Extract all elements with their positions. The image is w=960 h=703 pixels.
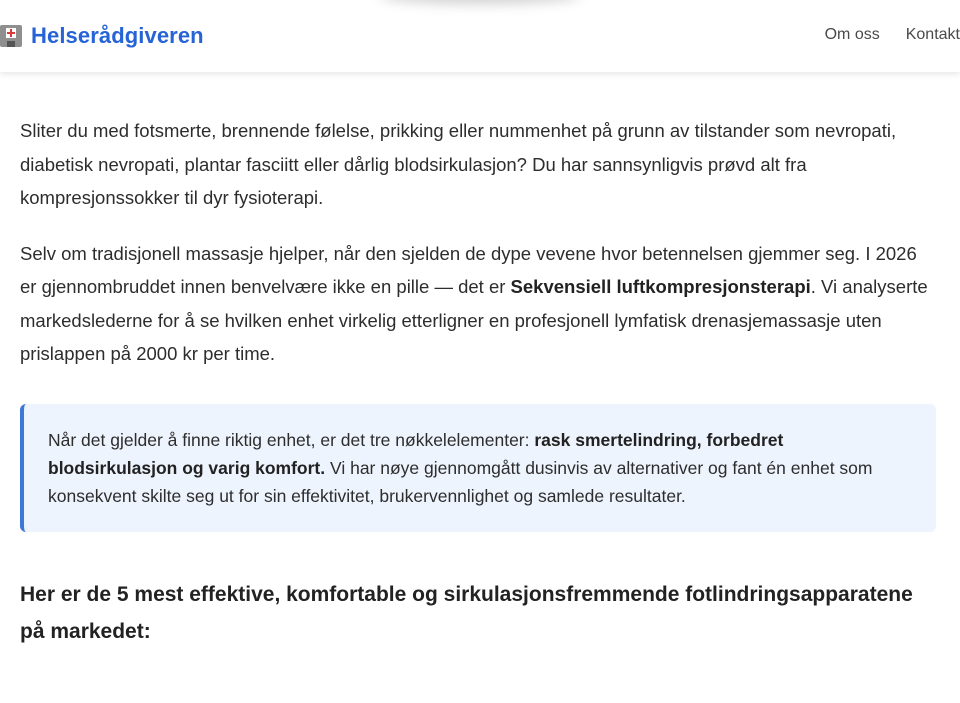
article-content (20, 114, 936, 650)
callout-highlight: rask smertelindring, forbedret blodsirkulasjon og varig komfort. (48, 429, 784, 478)
intro-p2-text: Selv om tradisjonell massasje hjelper, når den sjelden de dype vevene hvor betennelsen gjemmer seg. I 2026 er gjennombruddet innen benvelvære ikke en pille — det er (20, 242, 917, 297)
hospital-icon (0, 25, 22, 47)
info-callout (20, 404, 936, 532)
nav-link-kontakt[interactable]: Kontakt (905, 26, 960, 43)
nav-link-om-oss[interactable]: Om oss (824, 26, 880, 43)
section-heading: Her er de 5 mest effektive, komfortable og sirkulasjonsfremmende fotlindringsapparatene på markedet: (20, 582, 913, 643)
main-nav (799, 26, 960, 44)
site-header (0, 0, 960, 72)
site-logo[interactable] (0, 22, 204, 50)
intro-paragraph-2 (20, 237, 936, 371)
callout-text: Når det gjelder å finne riktig enhet, er det tre nøkkelelementer: (48, 429, 535, 450)
header-shadow-blur (380, 0, 580, 4)
callout-text-end: Vi har nøye gjennomgått dusinvis av alternativer og fant én enhet som konsekvent skilte seg ut for sin effektivitet, brukervennlighet og samlede resultater. (48, 457, 873, 506)
intro-paragraph-1: Sliter du med fotsmerte, brennende følelse, prikking eller nummenhet på grunn av tilstander som nevropati, diabetisk nevropati, plantar fasciitt eller dårlig blodsirkulasjon? Du har sannsynligvis prøvd alt fra kompresjonssokker til dyr fysioterapi. (20, 120, 897, 208)
intro-p2-highlight: Sekvensiell luftkompresjonsterapi (510, 276, 811, 297)
intro-p2-text-end: . Vi analyserte markedslederne for å se hvilken enhet virkelig etterligner en profesjonell lymfatisk drenasjemassasje uten prislappen på 2000 kr per time. (20, 276, 928, 364)
brand-name[interactable]: Helserådgiveren (31, 23, 204, 48)
